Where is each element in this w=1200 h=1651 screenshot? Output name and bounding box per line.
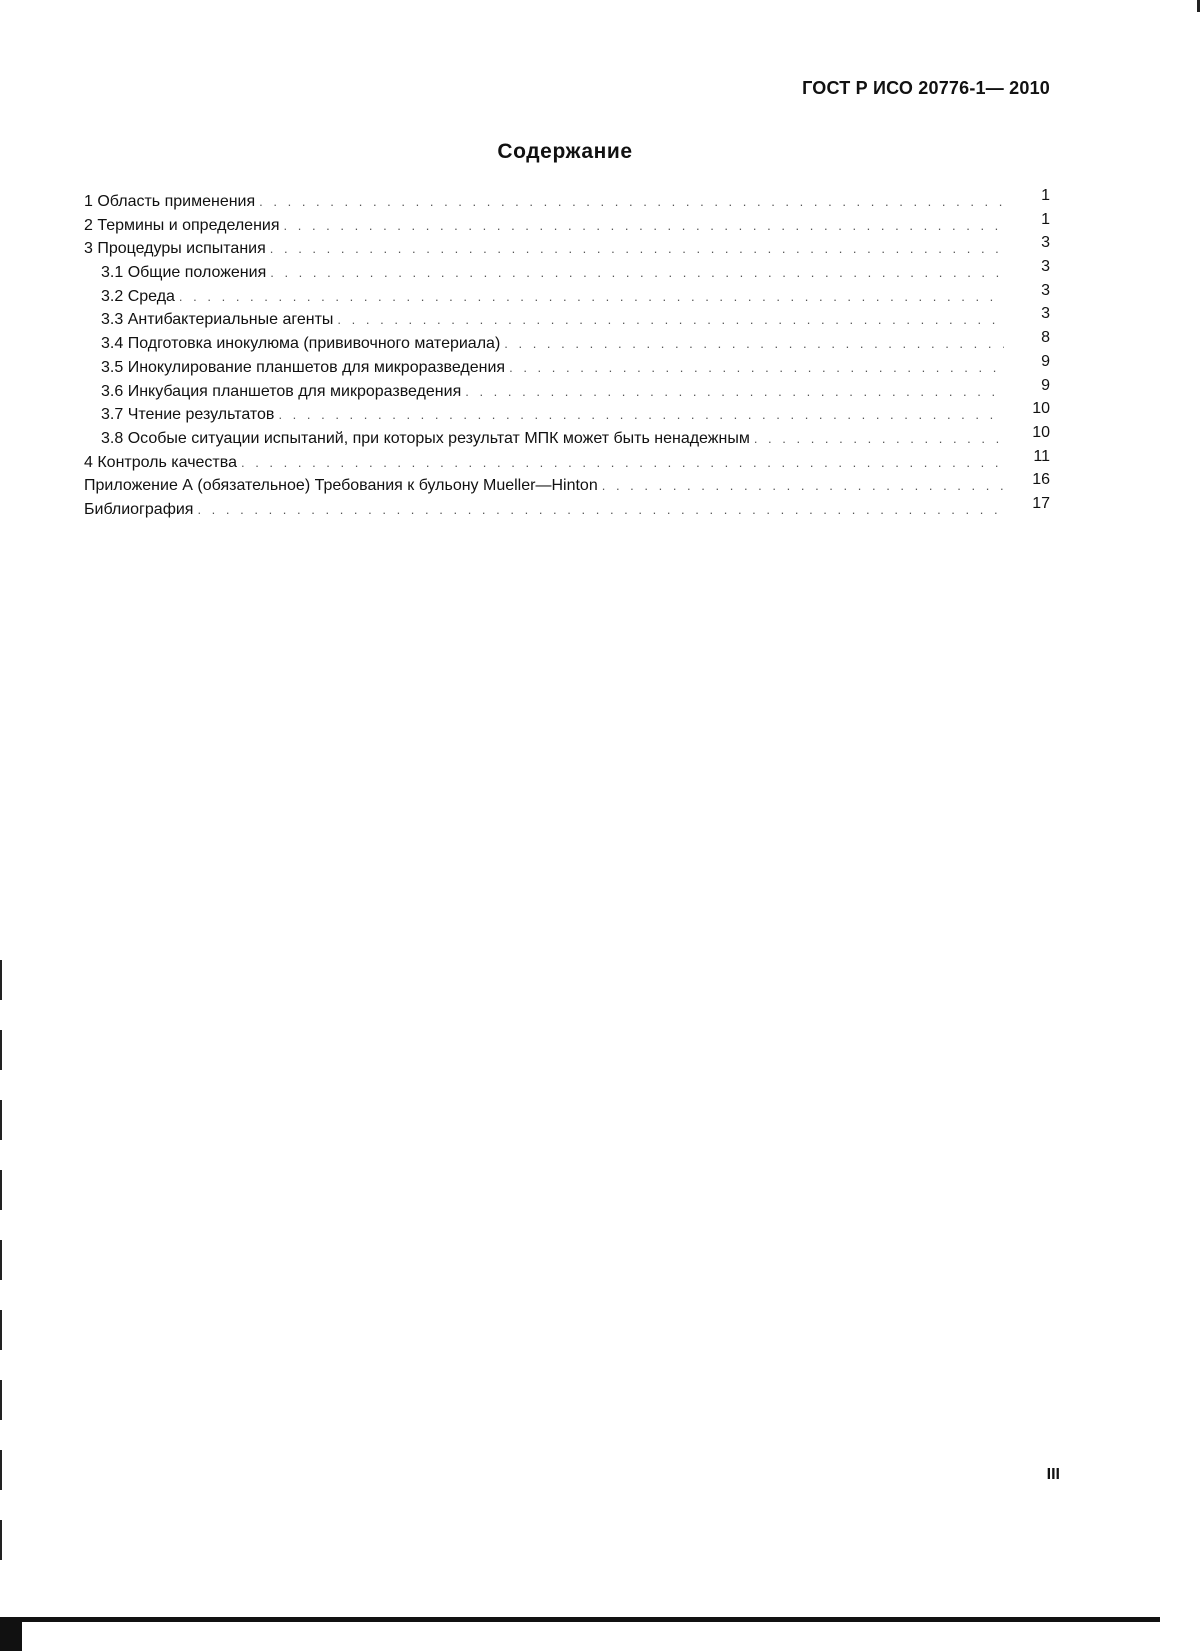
dot-leader [270, 261, 1004, 285]
toc-entry-page: 1 [1041, 210, 1050, 228]
toc-entry-text: 3.5 Инокулирование планшетов для микроразведения [101, 358, 506, 376]
toc-entry-page: 9 [1041, 376, 1050, 394]
toc-entry-page: 11 [1033, 447, 1050, 465]
toc-entry-page: 3 [1041, 281, 1050, 299]
toc-entry[interactable] [84, 471, 1050, 498]
dot-leader [754, 427, 1004, 451]
toc-entry-page: 9 [1041, 352, 1050, 370]
dot-leader [465, 380, 1004, 404]
dot-leader [278, 403, 1004, 427]
toc-subentry[interactable] [84, 258, 1050, 285]
toc-entry[interactable] [84, 234, 1050, 261]
toc-subentry[interactable] [84, 329, 1050, 356]
toc-entry-page: 8 [1041, 329, 1050, 347]
toc-entry[interactable] [84, 210, 1050, 238]
toc-entry-text: 3.4 Подготовка инокулюма (прививочного материала) [101, 335, 501, 353]
toc-entry-page: 10 [1032, 400, 1050, 418]
toc-subentry[interactable] [84, 305, 1050, 332]
dot-leader [179, 285, 1004, 309]
toc-entry-text: 1 Область применения [84, 193, 256, 210]
toc-entry-page: 1 [1041, 187, 1050, 204]
toc-entry-page: 3 [1041, 305, 1050, 323]
dot-leader [509, 356, 1004, 380]
toc-entry-page: 3 [1041, 234, 1050, 252]
toc-subentry[interactable] [84, 423, 1050, 451]
toc-title: Содержание [497, 140, 633, 163]
document-code: ГОСТ Р ИСО 20776-1— 2010 [802, 78, 1050, 98]
dot-leader [241, 451, 1004, 475]
toc-entry-text: 3.2 Среда [101, 287, 175, 305]
toc-entry-page: 3 [1041, 258, 1050, 276]
toc-entry-page: 17 [1032, 494, 1050, 512]
toc-entry-text: 4 Контроль качества [84, 453, 237, 471]
page-number: III [1046, 1466, 1060, 1483]
toc-subentry[interactable] [84, 281, 1050, 309]
toc-entry-text: 3.3 Антибактериальные агенты [101, 311, 334, 329]
toc-entry-page: 16 [1032, 471, 1050, 489]
scan-bottom-border [0, 1617, 1160, 1622]
toc-entry-text: 3.8 Особые ситуации испытаний, при которых результат МПК может быть ненадежным [101, 429, 750, 447]
dot-leader [504, 332, 1004, 356]
dot-leader [259, 190, 1004, 214]
toc-entry-text: 2 Термины и определения [84, 216, 280, 234]
toc-entry[interactable] [84, 447, 1050, 475]
toc-entry[interactable] [84, 187, 1050, 214]
toc-subentry[interactable] [84, 376, 1050, 404]
dot-leader [602, 474, 1004, 498]
scan-edge-mark [0, 960, 2, 1560]
table-of-contents [84, 187, 1050, 522]
dot-leader [337, 308, 1004, 332]
toc-subentry[interactable] [84, 352, 1050, 380]
dot-leader [197, 498, 1004, 522]
toc-entry-text: Библиография [84, 500, 194, 518]
toc-entry-text: 3.6 Инкубация планшетов для микроразведения [101, 382, 462, 400]
toc-entry-text: 3.7 Чтение результатов [101, 406, 275, 424]
toc-subentry[interactable] [84, 400, 1050, 427]
toc-entry-text: 3 Процедуры испытания [84, 240, 266, 258]
toc-entry-text: 3.1 Общие положения [101, 264, 267, 282]
dot-leader [284, 214, 1005, 238]
scan-corner-mark [0, 1617, 22, 1651]
dot-leader [270, 237, 1004, 261]
toc-entry[interactable] [84, 494, 1050, 522]
toc-entry-page: 10 [1032, 423, 1050, 441]
toc-entry-text: Приложение А (обязательное) Требования к бульону Mueller—Hinton [84, 477, 598, 495]
